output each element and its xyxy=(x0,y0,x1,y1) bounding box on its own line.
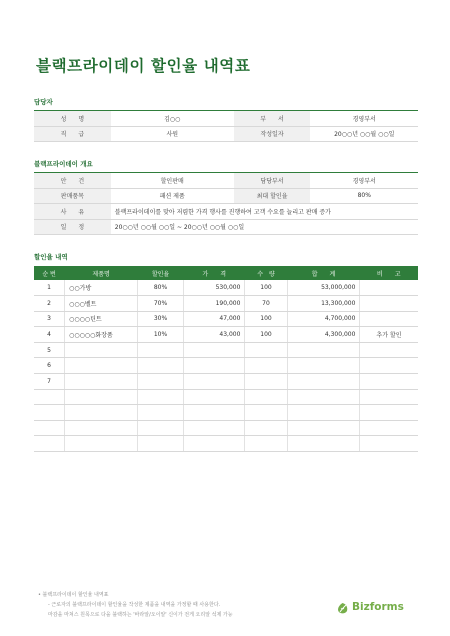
table-row xyxy=(34,389,418,405)
leaf-icon xyxy=(336,600,349,613)
cell-note[interactable]: 추가 할인 xyxy=(360,327,418,343)
table-row xyxy=(34,342,418,358)
cell-total[interactable] xyxy=(287,405,360,421)
cell-price[interactable] xyxy=(184,374,245,390)
cell-qty[interactable]: 100 xyxy=(245,311,287,327)
rank-value[interactable]: 사원 xyxy=(111,126,234,142)
col-header-note: 비 고 xyxy=(360,266,418,280)
table-row xyxy=(34,405,418,421)
cell-qty[interactable] xyxy=(245,358,287,374)
cell-rate[interactable] xyxy=(138,420,184,436)
cell-no[interactable]: 4 xyxy=(34,327,65,343)
cell-price[interactable] xyxy=(184,436,245,452)
section-label-manager: 담당자 xyxy=(34,98,53,106)
cell-product[interactable] xyxy=(65,342,138,358)
dept-label: 부 서 xyxy=(234,111,311,127)
cell-rate[interactable] xyxy=(138,358,184,374)
overview-dept-label: 담당부서 xyxy=(234,173,311,189)
cell-note[interactable] xyxy=(360,311,418,327)
cell-price[interactable] xyxy=(184,405,245,421)
cell-product[interactable] xyxy=(65,358,138,374)
cell-product[interactable] xyxy=(65,374,138,390)
cell-note[interactable] xyxy=(360,342,418,358)
date-value[interactable]: 20○○년 ○○월 ○○일 xyxy=(310,126,418,142)
overview-row-1 xyxy=(34,173,418,189)
cell-no[interactable]: 3 xyxy=(34,311,65,327)
col-header-total: 합 계 xyxy=(287,266,360,280)
cell-total[interactable] xyxy=(287,358,360,374)
cell-note[interactable] xyxy=(360,405,418,421)
section-label-discount: 할인율 내역 xyxy=(34,253,68,261)
overview-row-2 xyxy=(34,188,418,204)
cell-total[interactable] xyxy=(287,342,360,358)
cell-product[interactable]: ○○○벨트 xyxy=(65,296,138,312)
section-label-overview: 블랙프라이데이 개요 xyxy=(34,160,93,168)
cell-no[interactable]: 6 xyxy=(34,358,65,374)
cell-total[interactable] xyxy=(287,374,360,390)
cell-rate[interactable] xyxy=(138,342,184,358)
footnote-line-3: 마감을 마쳐스 원목으로 다을 블랙하는 '바라알/오이알' 신이가 전게 오리알 석제 가능 xyxy=(48,612,233,618)
cell-rate[interactable] xyxy=(138,389,184,405)
cell-price[interactable]: 43,000 xyxy=(184,327,245,343)
cell-no[interactable] xyxy=(34,420,65,436)
cell-price[interactable]: 190,000 xyxy=(184,296,245,312)
cell-note[interactable] xyxy=(360,296,418,312)
cell-no[interactable]: 7 xyxy=(34,374,65,390)
col-header-qty: 수 량 xyxy=(245,266,287,280)
table-row xyxy=(34,311,418,327)
cell-product[interactable] xyxy=(65,389,138,405)
cell-note[interactable] xyxy=(360,436,418,452)
cell-product[interactable]: ○○가방 xyxy=(65,280,138,296)
cell-total[interactable] xyxy=(287,420,360,436)
cell-total[interactable]: 53,000,000 xyxy=(287,280,360,296)
cell-qty[interactable]: 100 xyxy=(245,327,287,343)
cell-price[interactable] xyxy=(184,358,245,374)
table-row xyxy=(34,436,418,452)
cell-total[interactable]: 4,300,000 xyxy=(287,327,360,343)
table-row xyxy=(34,280,418,296)
discount-table xyxy=(34,266,418,452)
cell-qty[interactable]: 100 xyxy=(245,280,287,296)
overview-row-4 xyxy=(34,219,418,235)
cell-rate[interactable] xyxy=(138,405,184,421)
manager-row-1 xyxy=(34,111,418,127)
col-header-no: 순 번 xyxy=(34,266,65,280)
cell-price[interactable] xyxy=(184,389,245,405)
cell-price[interactable] xyxy=(184,420,245,436)
cell-product[interactable] xyxy=(65,405,138,421)
cell-price[interactable] xyxy=(184,342,245,358)
table-row xyxy=(34,358,418,374)
cell-qty[interactable] xyxy=(245,374,287,390)
cell-product[interactable] xyxy=(65,420,138,436)
col-header-price: 가 격 xyxy=(184,266,245,280)
schedule-value[interactable]: 20○○년 ○○월 ○○일 ~ 20○○년 ○○월 ○○일 xyxy=(111,219,418,235)
table-row xyxy=(34,374,418,390)
col-header-rate: 할인율 xyxy=(138,266,184,280)
cell-no[interactable] xyxy=(34,389,65,405)
cell-note[interactable] xyxy=(360,280,418,296)
max-discount-label: 최대 할인율 xyxy=(234,188,311,204)
footnote-line-1: • 블랙프라이데이 할인율 내역표 xyxy=(38,592,109,598)
overview-row-3 xyxy=(34,204,418,220)
reason-value[interactable]: 블랙프라이데이를 맞아 저렴한 가격 행사를 진행하여 고객 수요를 늘리고 판매 증가 xyxy=(111,204,418,220)
name-label: 성 명 xyxy=(34,111,111,127)
cell-total[interactable]: 13,300,000 xyxy=(287,296,360,312)
col-header-product: 제품명 xyxy=(65,266,138,280)
reason-label: 사 유 xyxy=(34,204,111,220)
rank-label: 직 급 xyxy=(34,126,111,142)
cell-price[interactable]: 47,000 xyxy=(184,311,245,327)
cell-no[interactable]: 5 xyxy=(34,342,65,358)
cell-rate[interactable]: 70% xyxy=(138,296,184,312)
subject-value[interactable]: 할인판매 xyxy=(111,173,234,189)
bizforms-logo xyxy=(336,600,404,613)
cell-product[interactable] xyxy=(65,436,138,452)
cell-rate[interactable]: 10% xyxy=(138,327,184,343)
dept-value[interactable]: 경영부서 xyxy=(310,111,418,127)
cell-product[interactable]: ○○○○○화장품 xyxy=(65,327,138,343)
footnote-line-2: - 근로자의 블랙프라이데이 할인율을 작성한 제품을 내역을 가정할 때 사용한다. xyxy=(48,602,221,608)
cell-price[interactable]: 530,000 xyxy=(184,280,245,296)
table-row xyxy=(34,327,418,343)
cell-no[interactable] xyxy=(34,405,65,421)
cell-qty[interactable] xyxy=(245,420,287,436)
cell-qty[interactable] xyxy=(245,342,287,358)
cell-rate[interactable]: 30% xyxy=(138,311,184,327)
cell-no[interactable]: 2 xyxy=(34,296,65,312)
cell-note[interactable] xyxy=(360,420,418,436)
cell-no[interactable] xyxy=(34,436,65,452)
cell-total[interactable] xyxy=(287,389,360,405)
cell-rate[interactable] xyxy=(138,436,184,452)
schedule-label: 일 정 xyxy=(34,219,111,235)
cell-total[interactable] xyxy=(287,436,360,452)
cell-rate[interactable]: 80% xyxy=(138,280,184,296)
logo-text: Bizforms xyxy=(352,600,404,613)
discount-table-header xyxy=(34,266,418,280)
cell-qty[interactable] xyxy=(245,405,287,421)
page-title: 블랙프라이데이 할인율 내역표 xyxy=(36,57,251,75)
cell-no[interactable]: 1 xyxy=(34,280,65,296)
name-value[interactable]: 김○○ xyxy=(111,111,234,127)
cell-qty[interactable]: 70 xyxy=(245,296,287,312)
manager-row-2 xyxy=(34,126,418,142)
cell-qty[interactable] xyxy=(245,436,287,452)
table-row xyxy=(34,420,418,436)
subject-label: 안 건 xyxy=(34,173,111,189)
footnote xyxy=(38,590,233,620)
cell-product[interactable]: ○○○○틴트 xyxy=(65,311,138,327)
cell-note[interactable] xyxy=(360,389,418,405)
cell-total[interactable]: 4,700,000 xyxy=(287,311,360,327)
items-value[interactable]: 패션 제품 xyxy=(111,188,234,204)
cell-qty[interactable] xyxy=(245,389,287,405)
max-discount-value[interactable]: 80% xyxy=(310,188,418,204)
overview-table xyxy=(34,172,418,235)
manager-table xyxy=(34,110,418,142)
items-label: 판매품목 xyxy=(34,188,111,204)
overview-dept-value[interactable]: 경영부서 xyxy=(310,173,418,189)
cell-note[interactable] xyxy=(360,374,418,390)
cell-note[interactable] xyxy=(360,358,418,374)
table-row xyxy=(34,296,418,312)
date-label: 작성일자 xyxy=(234,126,311,142)
cell-rate[interactable] xyxy=(138,374,184,390)
